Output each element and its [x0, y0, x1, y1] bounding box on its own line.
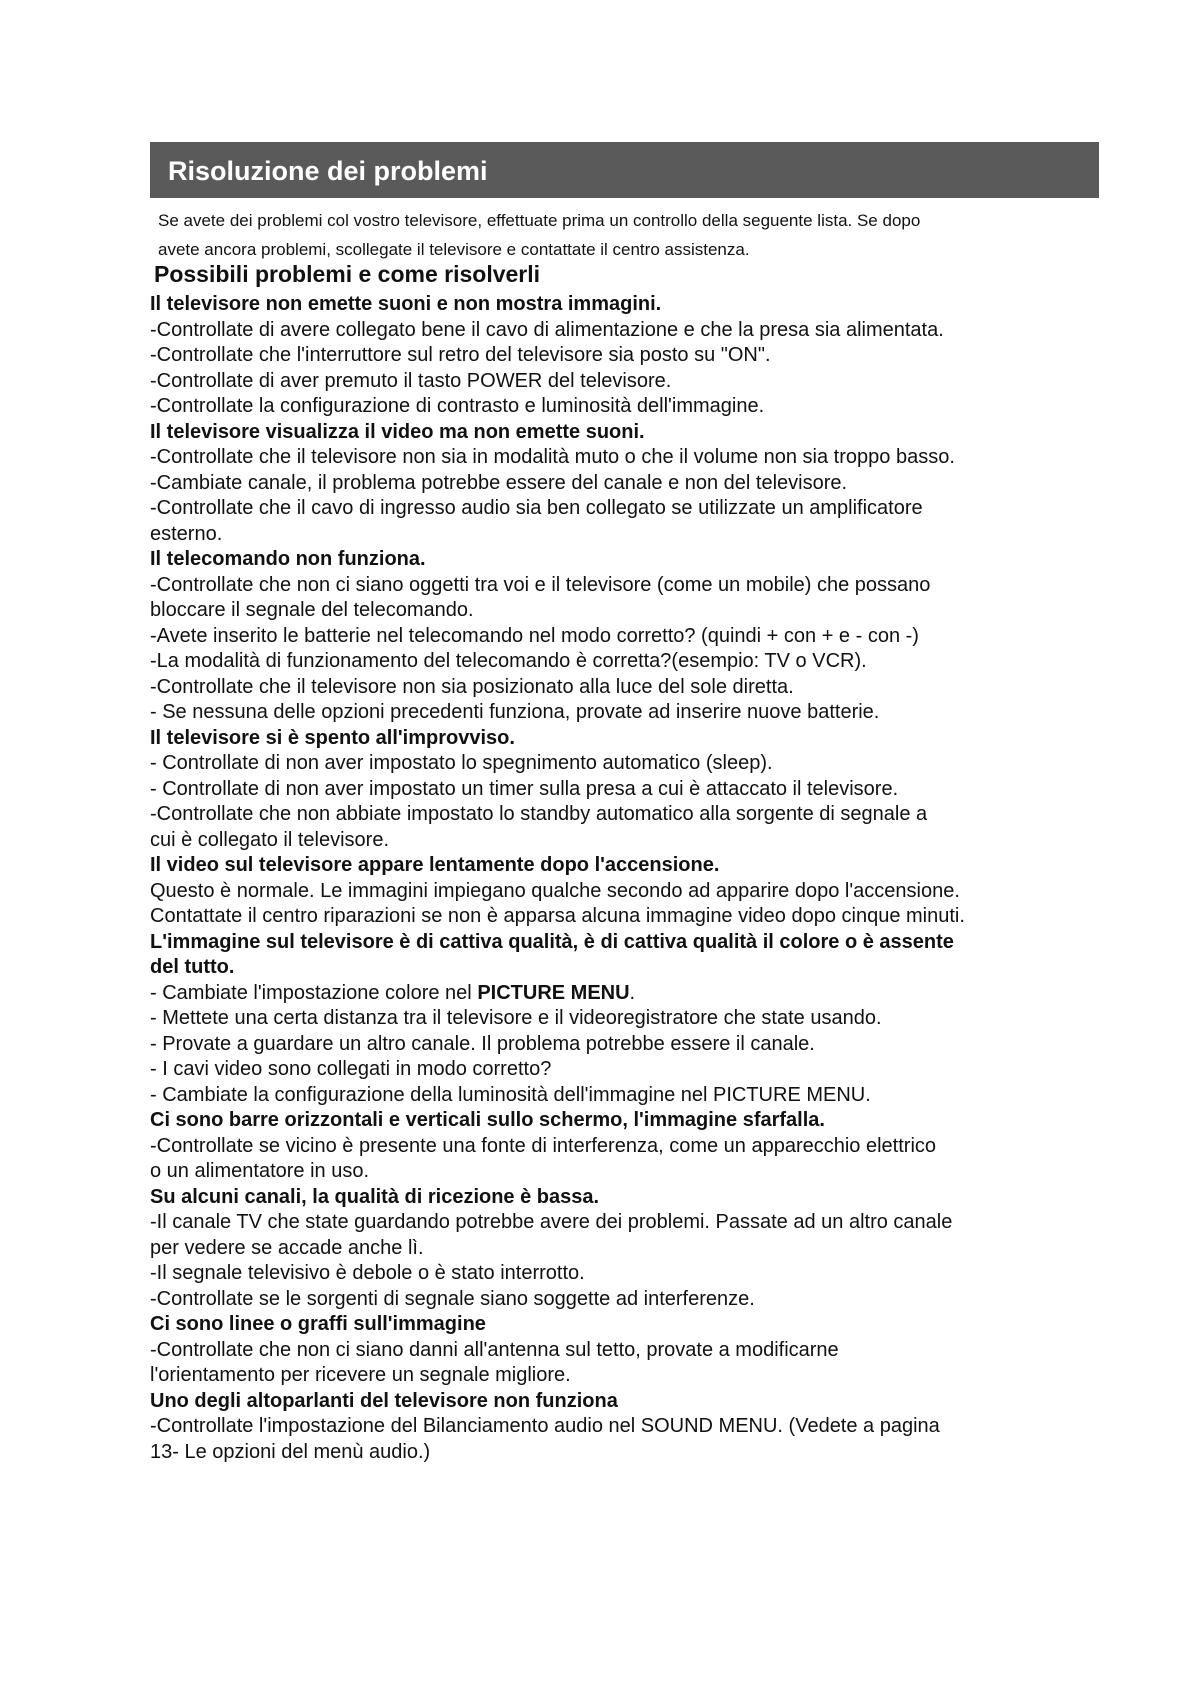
- problem-heading: Su alcuni canali, la qualità di ricezione è bassa.: [150, 1185, 600, 1208]
- solution-line: 13- Le opzioni del menù audio.): [150, 1440, 431, 1463]
- solution-line: l'orientamento per ricevere un segnale migliore.: [150, 1364, 571, 1386]
- problem-heading: L'immagine sul televisore è di cattiva qualità, è di cattiva qualità il colore o è assente: [150, 930, 954, 953]
- problem-heading: Il televisore visualizza il video ma non emette suoni.: [150, 420, 645, 443]
- solution-line: -Controllate che non abbiate impostato lo standby automatico alla sorgente di segnale a: [150, 803, 928, 825]
- solution-line: -Il segnale televisivo è debole o è stato interrotto.: [150, 1262, 585, 1284]
- solution-line: -Controllate l'impostazione del Bilanciamento audio nel SOUND MENU. (Vedete a pagina: [150, 1415, 940, 1437]
- page-title-bar: [150, 142, 1099, 198]
- problem-heading: Il video sul televisore appare lentamente dopo l'accensione.: [150, 854, 720, 876]
- solution-line: -Controllate che il televisore non sia posizionato alla luce del sole diretta.: [150, 675, 794, 698]
- solution-line: -Controllate che il cavo di ingresso audio sia ben collegato se utilizzate un amplificatore: [150, 497, 923, 519]
- solution-line: Questo è normale. Le immagini impiegano qualche secondo ad apparire dopo l'accensione.: [150, 879, 960, 902]
- intro-line: Se avete dei problemi col vostro televisore, effettuate prima un controllo della seguente lista. Se dopo: [158, 211, 921, 230]
- intro-paragraph: [158, 206, 1058, 264]
- solution-line: -Il canale TV che state guardando potrebbe avere dei problemi. Passate ad un altro canale: [150, 1211, 953, 1233]
- problem-heading: Uno degli altoparlanti del televisore non funziona: [150, 1389, 618, 1412]
- solution-line: [150, 981, 1050, 1007]
- solution-line: Contattate il centro riparazioni se non è apparsa alcuna immagine video dopo cinque minuti.: [150, 905, 965, 927]
- solution-line: - Controllate di non aver impostato un timer sulla presa a cui è attaccato il televisore.: [150, 777, 899, 800]
- solution-text: - Cambiate l'impostazione colore nel: [150, 981, 478, 1004]
- solution-line: - I cavi video sono collegati in modo corretto?: [150, 1058, 552, 1080]
- section-title: Possibili problemi e come risolverli: [154, 261, 541, 287]
- picture-menu-label: PICTURE MENU: [477, 981, 630, 1004]
- solution-line: - Mettete una certa distanza tra il televisore e il videoregistratore che state usando.: [150, 1007, 882, 1029]
- solution-line: -La modalità di funzionamento del telecomando è corretta?(esempio: TV o VCR).: [150, 650, 867, 672]
- solution-line: - Provate a guardare un altro canale. Il problema potrebbe essere il canale.: [150, 1032, 815, 1055]
- solution-line: -Controllate se vicino è presente una fonte di interferenza, come un apparecchio elettrico: [150, 1134, 937, 1157]
- solution-line: -Controllate che non ci siano danni all'antenna sul tetto, provate a modificarne: [150, 1338, 839, 1361]
- troubleshooting-list: [150, 292, 1050, 1465]
- solution-line: -Controllate di aver premuto il tasto POWER del televisore.: [150, 369, 672, 392]
- problem-heading: Il televisore non emette suoni e non mostra immagini.: [150, 293, 662, 315]
- solution-line: bloccare il segnale del telecomando.: [150, 599, 474, 621]
- problem-heading: Il televisore si è spento all'improvviso.: [150, 726, 515, 749]
- problem-heading: del tutto.: [150, 956, 235, 978]
- solution-line: -Controllate se le sorgenti di segnale siano soggette ad interferenze.: [150, 1287, 755, 1310]
- solution-line: -Avete inserito le batterie nel telecomando nel modo corretto? (quindi + con + e - con -): [150, 624, 919, 647]
- solution-line: -Controllate che non ci siano oggetti tra voi e il televisore (come un mobile) che possano: [150, 573, 931, 596]
- solution-line: -Controllate la configurazione di contrasto e luminosità dell'immagine.: [150, 395, 765, 417]
- intro-line: avete ancora problemi, scollegate il televisore e contattate il centro assistenza.: [158, 240, 750, 259]
- solution-line: - Se nessuna delle opzioni precedenti funziona, provate ad inserire nuove batterie.: [150, 701, 880, 723]
- solution-line: -Controllate di avere collegato bene il cavo di alimentazione e che la presa sia alimentata.: [150, 318, 944, 341]
- page-title: Risoluzione dei problemi: [168, 156, 488, 186]
- solution-text: .: [629, 981, 636, 1004]
- solution-line: esterno.: [150, 522, 223, 545]
- solution-line: -Controllate che l'interruttore sul retro del televisore sia posto su "ON".: [150, 344, 771, 366]
- problem-heading: Ci sono linee o graffi sull'immagine: [150, 1313, 486, 1335]
- solution-line: cui è collegato il televisore.: [150, 828, 390, 851]
- solution-line: per vedere se accade anche lì.: [150, 1236, 424, 1259]
- solution-line: - Cambiate la configurazione della luminosità dell'immagine nel PICTURE MENU.: [150, 1083, 871, 1106]
- solution-line: -Controllate che il televisore non sia in modalità muto o che il volume non sia troppo basso.: [150, 446, 955, 468]
- solution-line: o un alimentatore in uso.: [150, 1160, 370, 1182]
- solution-line: - Controllate di non aver impostato lo spegnimento automatico (sleep).: [150, 752, 773, 774]
- solution-line: -Cambiate canale, il problema potrebbe essere del canale e non del televisore.: [150, 471, 848, 494]
- problem-heading: Ci sono barre orizzontali e verticali sullo schermo, l'immagine sfarfalla.: [150, 1109, 825, 1131]
- problem-heading: Il telecomando non funziona.: [150, 548, 426, 570]
